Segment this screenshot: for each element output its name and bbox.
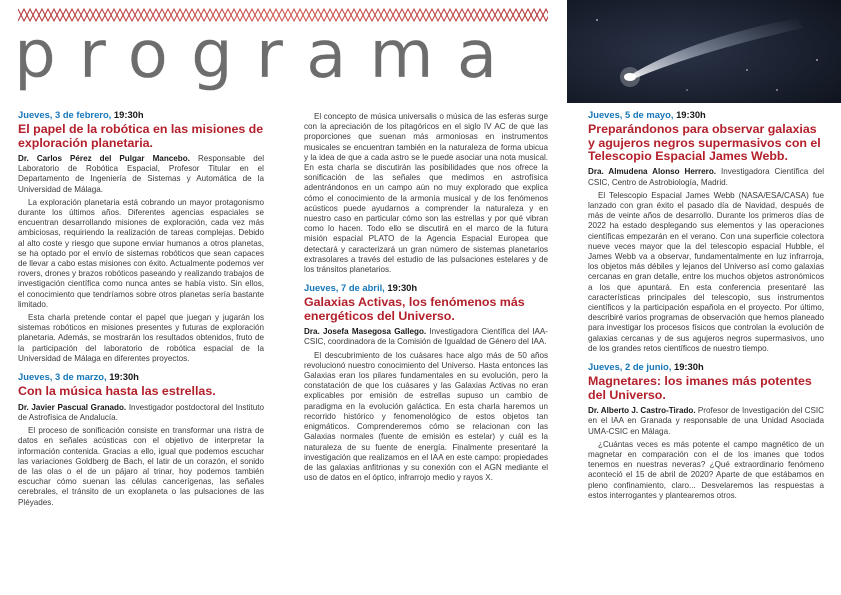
event-paragraph: El proceso de sonificación consiste en transformar una ristra de datos en señales acústicas con el objetivo de interpretar la información contenida. Gracias a ello, igual que podemos escuchar las variaciones Goldberg de Bach, el latir de un corazón, el sonido de las olas o el de un pájaro al trinar, hoy podemos también escuchar cómo suenan las células cancerígenas, las señales cerebrales, el tránsito de un exoplaneta o las pulsaciones de las Pléyades.: [18, 426, 264, 507]
event-paragraph: El descubrimiento de los cuásares hace algo más de 50 años revolucionó nuestro conocimiento del Universo. Hasta entonces las Galaxias eran los pilares fundamentales en su evolución, pero la constatación de que los cuásares y las Galaxias Activas no eran explicables por emisión de estrellas supuso un cambio de paradigma en la evolución galáctica. En esta charla haremos un recorrido histórico y fenomenológico de estos objetos tan enigmáticos. Comprenderemos cómo se relacionan con las Galaxias normales (fuente de emisión es estelar) y cuál es la naturaleza de su fuente de energía. Finalmente presentaré la investigación que realizamos en el IAA en este campo: propiedades de las galaxias anfitrionas y su conexión con el AGN mediante el uso de datos en el óptico, infrarrojo medio y rayos X.: [304, 350, 548, 483]
event-mar-cont: [304, 112, 548, 275]
event-mar: [18, 372, 264, 508]
comet-image: [567, 0, 841, 103]
speaker-info: Dra. Josefa Masegosa Gallego. Investigadora Científica del IAA-CSIC, coordinadora de la Comisión de Igualdad de Género del IAA.: [304, 327, 549, 347]
speaker-info: Dra. Almudena Alonso Herrero. Investigadora Científica del CSIC, Centro de Astrobiología, Madrid.: [588, 167, 825, 187]
event-date: Jueves, 7 de abril, 19:30h: [304, 282, 418, 294]
column-2: [304, 112, 548, 491]
event-title: Con la música hasta las estrellas.: [18, 384, 216, 399]
event-may: [588, 110, 824, 354]
event-jun: [588, 362, 824, 501]
event-paragraph: La exploración planetaria está cobrando un mayor protagonismo durante los últimos años. Diferentes agencias espaciales se encuentran desarrollando misiones de exploración, cada vez más ambiciosas, requiriendo la realización de tareas complejas. Debido al alto coste y riesgo que supone enviar humanos a otros planetas, se ha optado por el envío de sistemas robóticos que sean capaces de llevar a cabo estas misiones con éxito. Actualmente podemos ver rovers, drones y brazos robóticos paseando y realizando trabajos de investigación científica como nunca antes se había visto. Sin ellos, el conocimiento que tendríamos sobre otros planetas sería bastante limitado.: [18, 197, 264, 309]
event-paragraph: El Telescopio Espacial James Webb (NASA/ESA/CASA) fue lanzado con gran éxito el pasado día de Navidad, después de más de veinte años de desarrollo. Durante los primeros días de 2022 ha estado desplegando sus elementos y las operaciones científicas empezarán en el verano. Con una superficie colectora nueve veces mayor que la del telescopio espacial Hubble, el James Webb va a observar, fundamentalmente en luz infrarroja, los objetos más débiles y lejanos del Universo así como galaxias cercanas en gran detalle, entre los muchos objetos astronómicos a los que apuntará. En esta conferencia presentaré las características principales del telescopio, sus instrumentos científicos y la participación española en el proyecto. Por último, describiré varios programas de observación que hemos planeado para investigar los procesos físicos que controlan la evolución de galaxias cercanas y de sus agujeros negros supermasivos, uno de los grandes retos científicos de nuestro tiempo.: [588, 190, 824, 353]
event-date: Jueves, 3 de febrero, 19:30h: [18, 109, 144, 120]
page-title: programa: [14, 16, 521, 93]
event-title: Galaxias Activas, los fenómenos más energéticos del Universo.: [304, 295, 525, 323]
event-title: Preparándonos para observar galaxias y agujeros negros supermasivos con el Telescopio Espacial James Webb.: [588, 122, 821, 164]
event-paragraph: Esta charla pretende contar el papel que juegan y jugarán los sistemas robóticos en misiones presentes y futuras de exploración planetaria. Además, se mostrarán los resultados obtenidos, fruto de la participación del laboratorio de robótica espacial de la Universidad de Málaga en diferentes proyectos.: [18, 313, 264, 363]
speaker-info: Dr. Javier Pascual Granado. Investigador postdoctoral del Instituto de Astrofísica de Andalucía.: [18, 402, 265, 422]
event-feb: [18, 110, 264, 364]
event-title: Magnetares: los imanes más potentes del Universo.: [588, 374, 812, 402]
speaker-info: Dr. Carlos Pérez del Pulgar Mancebo. Responsable del Laboratorio de Robótica Espacial, Profesor Titular en el Departamento de Ingeniería de Sistemas y Automática de la Universidad de Málaga.: [18, 154, 265, 194]
speaker-info: Dr. Alberto J. Castro-Tirado. Profesor de Investigación del CSIC en el IAA en Granada y responsable de una Unidad Asociada UMA-CSIC en Málaga.: [588, 406, 824, 436]
event-date: Jueves, 5 de mayo, 19:30h: [588, 109, 706, 120]
event-date: Jueves, 3 de marzo, 19:30h: [18, 371, 139, 383]
column-1: [18, 110, 264, 516]
column-3: [588, 110, 824, 509]
event-date: Jueves, 2 de junio, 19:30h: [588, 361, 704, 373]
event-paragraph: El concepto de música universalis o música de las esferas surge con la apreciación de los pitagóricos en el siglo IV AC de que las proporciones que suenan más armoniosas en instrumentos musicales se encuentran también en la naturaleza de forma ubicua y la idea de que a cada astro se le puede asociar una nota musical. En esta charla se discutirán las posibilidades que nos ofrece la sonificación de las señales que medimos en astrofísica adentrándonos en un campo aún no muy explorado que explica cómo el conocimiento de la armonía musical y de los fenómenos acústicos puede ayudarnos a comprender la naturaleza y en nuestro caso en particular cómo son las estrellas y por qué vibran como lo hacen. Todo ello se discutirá en el marco de la futura misión espacial PLATO de la Agencia Espacial Europea que detectará y caracterizará un gran número de sistemas planetarios extrasolares a través del estudio de las pulsaciones estelares y de los tránsitos planetarios.: [304, 112, 548, 275]
event-title: El papel de la robótica en las misiones de exploración planetaria.: [18, 122, 264, 150]
event-apr: [304, 283, 548, 483]
event-paragraph: ¿Cuántas veces es más potente el campo magnético de un magnetar en comparación con el de los imanes que todos tenemos en nuestras neveras? ¿Qué extraordinario fenómeno aconteció el 15 de abril de 2020? Aparte de que estábamos en pleno confinamiento, claro... Desvelaremos las respuestas a estos interrogantes y plantearemos otros.: [588, 439, 824, 500]
